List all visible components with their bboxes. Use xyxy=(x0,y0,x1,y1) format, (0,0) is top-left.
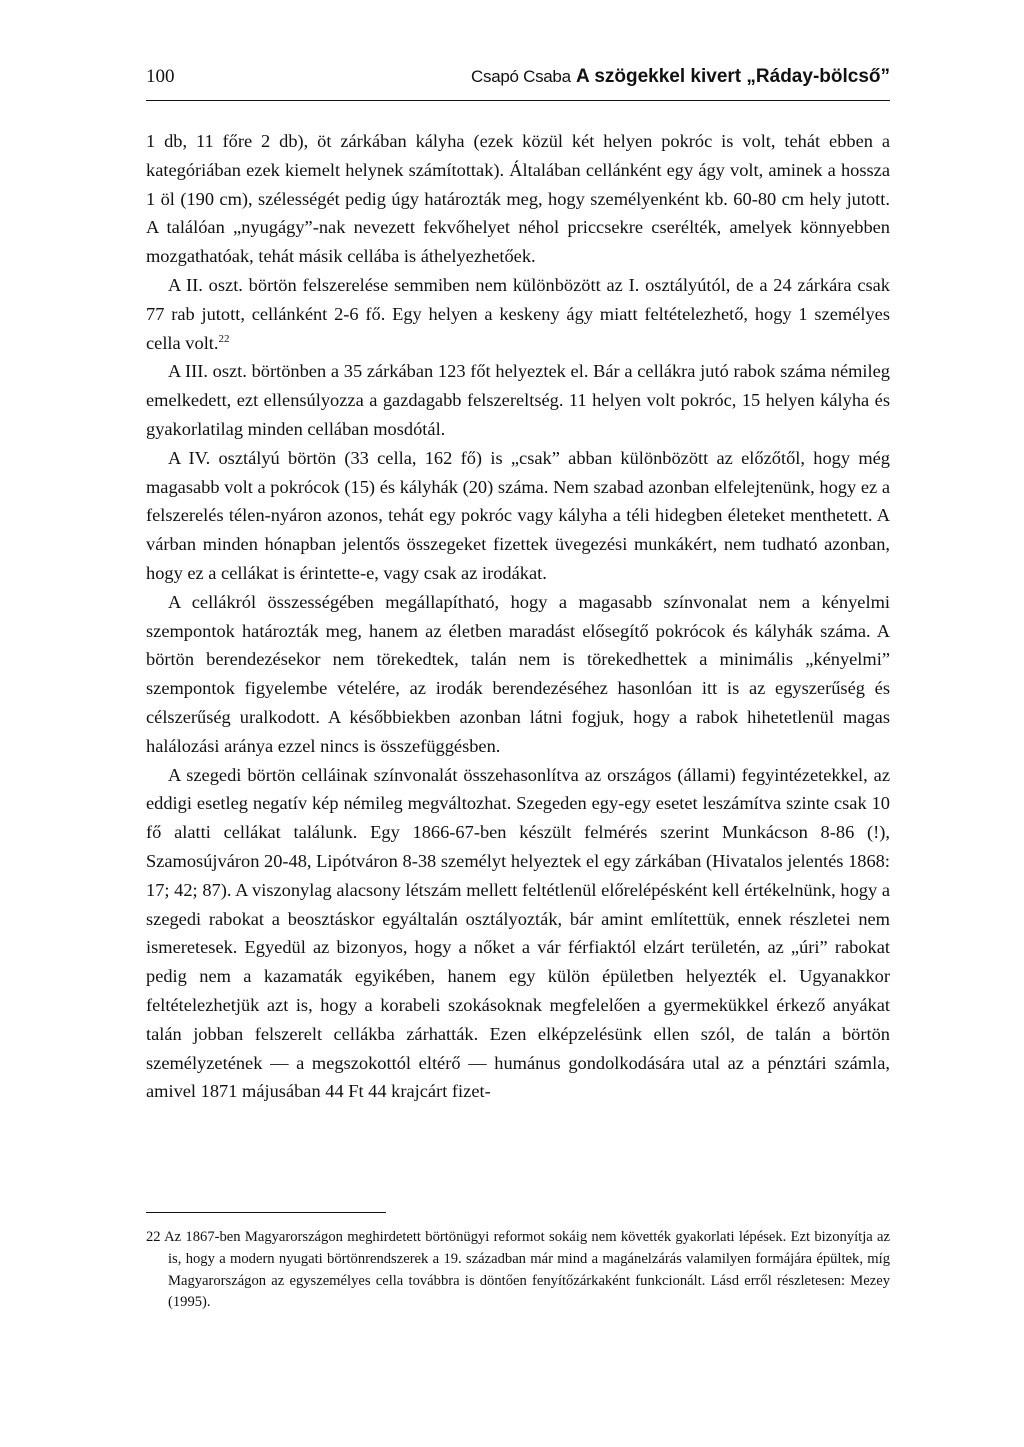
paragraph-1 xyxy=(146,127,890,271)
header-title: A szögekkel kivert „Ráday-bölcső” xyxy=(576,66,890,87)
footnote-reference[interactable]: 22 xyxy=(218,332,230,345)
document-page xyxy=(146,66,890,1106)
body-text xyxy=(146,127,890,1106)
paragraph-text: A cellákról összességében megállapítható, hogy a magasabb színvonalat nem a kényelmi szempontok határozták meg, hanem az életben maradást elősegítő pokrócok és kályhák száma. A börtön berendezésekor nem törekedtek, talán nem is törekedhettek a minimális „kényelmi” szempontok figyelembe vételére, az irodák berendezéséhez hasonlóan itt is az egyszerűség és célszerűség uralkodott. A későbbiekben azonban látni fogjuk, hogy a rabok hihetetlenül magas halálozási aránya ezzel nincs is összefüggésben. xyxy=(146,591,890,756)
paragraph-text: 1 db, 11 főre 2 db), öt zárkában kályha (ezek közül két helyen pokróc is volt, tehát ebben a kategóriában ezek kiemelt helynek számítottak). Általában cellánként egy ágy volt, aminek a hossza 1 öl (190 cm), szélességét pedig úgy határozták meg, hogy személyenként kb. 60-80 cm hely jutott. A találóan „nyugágy”-nak nevezett fekvőhelyet néhol priccsekre cserélték, amelyek könnyebben mozgathatóak, tehát másik cellába is áthelyezhetőek. xyxy=(146,131,890,267)
running-title xyxy=(471,66,890,88)
footnote-number: 22 xyxy=(146,1229,161,1245)
footnotes xyxy=(146,1212,890,1314)
footnote-22 xyxy=(146,1227,890,1314)
paragraph-4 xyxy=(146,444,890,588)
footnote-divider xyxy=(146,1212,386,1213)
header-author: Csapó Csaba xyxy=(471,67,571,86)
page-number: 100 xyxy=(146,66,175,87)
paragraph-text: A IV. osztályú börtön (33 cella, 162 fő) is „csak” abban különbözött az előzőtől, hogy még magasabb volt a pokrócok (15) és kályhák (20) száma. Nem szabad azonban elfelejtenünk, hogy ez a felszerelés télen-nyáron azonos, tehát egy pokróc vagy kályha a téli hidegben életeket menthetett. A várban minden hónapban jelentős összegeket fizettek üvegezési munkákért, nem tudható azonban, hogy ez a cellákat is érintette-e, vagy csak az irodákat. xyxy=(146,447,890,583)
paragraph-2 xyxy=(146,271,890,357)
running-head xyxy=(146,66,890,101)
paragraph-text: A III. oszt. börtönben a 35 zárkában 123 főt helyeztek el. Bár a cellákra jutó rabok száma némileg emelkedett, ezt ellensúlyozza a gazdagabb felszereltség. 11 helyen volt pokróc, 15 helyen kályha és gyakorlatilag minden cellában mosdótál. xyxy=(146,361,890,439)
paragraph-text: A szegedi börtön celláinak színvonalát összehasonlítva az országos (állami) fegyintézetekkel, az eddigi esetleg negatív kép némileg megváltozhat. Szegeden egy-egy esetet leszámítva szinte csak 10 fő alatti cellákat találunk. Egy 1866-67-ben készült felmérés szerint Munkácson 8-86 (!), Szamosújváron 20-48, Lipótváron 8-38 személyt helyeztek el egy zárkában (Hivatalos jelentés 1868: 17; 42; 87). A viszonylag alacsony létszám mellett feltétlenül előrelépésként kell értékelnünk, hogy a szegedi rabokat a beosztáskor egyáltalán osztályozták, bár amint említettük, ennek részletei nem ismeretesek. Egyedül az bizonyos, hogy a nőket a vár férfiaktól elzárt területén, az „úri” rabokat pedig nem a kazamaták egyikében, hanem egy külön épületben helyezték el. Ugyanakkor feltételezhetjük azt is, hogy a korabeli szokásoknak megfelelően a gyermekükkel érkező anyákat talán jobban felszerelt cellákba zárhatták. Ezen elképzelésünk ellen szól, de talán a börtön személyzetének — a megszokottól eltérő — humánus gondolkodására utal az a pénztári számla, amivel 1871 májusában 44 Ft 44 krajcárt fizet- xyxy=(146,764,890,1102)
paragraph-3 xyxy=(146,357,890,443)
paragraph-5 xyxy=(146,588,890,761)
paragraph-6 xyxy=(146,761,890,1107)
footnote-text: Az 1867-ben Magyarországon meghirdetett börtönügyi reformot sokáig nem követték gyakorlati lépések. Ezt bizonyítja az is, hogy a modern nyugati börtönrendszerek a 19. században már mind a magánelzárás valamilyen formájára épültek, míg Magyarországon az egyszemélyes cella továbbra is döntően fenyítőzárkaként funkcionált. Lásd erről részletesen: Mezey (1995). xyxy=(164,1229,891,1311)
paragraph-text: A II. oszt. börtön felszerelése semmiben nem különbözött az I. osztályútól, de a 24 zárkára csak 77 rab jutott, cellánként 2-6 fő. Egy helyen a keskeny ágy miatt feltételezhető, hogy 1 személyes cella volt. xyxy=(146,274,890,353)
